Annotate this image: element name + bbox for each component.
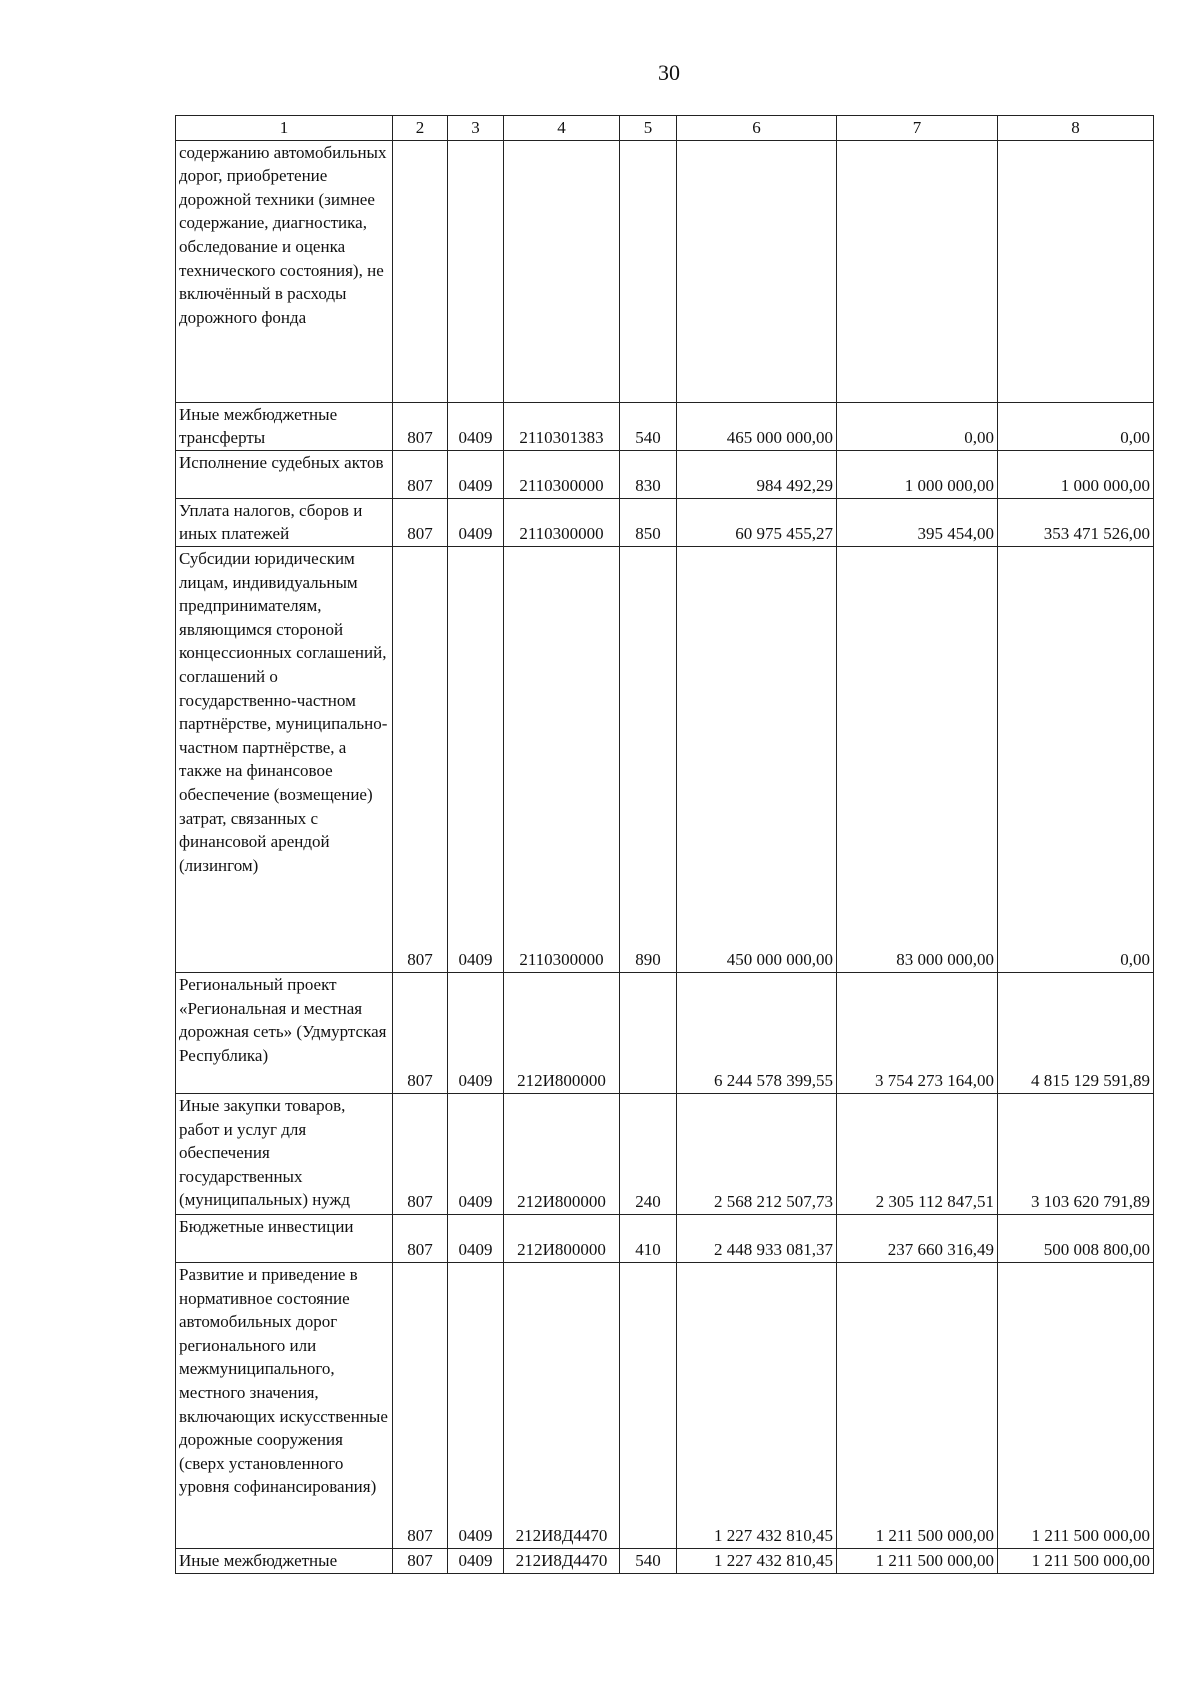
cell-c3: 0409 [448, 498, 504, 546]
table-row [176, 1214, 1154, 1262]
cell-c7: 1 211 500 000,00 [837, 1262, 998, 1548]
row-name: Бюджетные инвестиции [176, 1214, 393, 1262]
table-row [176, 546, 1154, 972]
col-header-8: 8 [998, 116, 1154, 141]
header-row [176, 116, 1154, 141]
cell-c7: 395 454,00 [837, 498, 998, 546]
row-name: Исполнение судебных актов [176, 450, 393, 498]
cell-c6: 465 000 000,00 [677, 402, 837, 450]
table-row [176, 498, 1154, 546]
cell-c6: 1 227 432 810,45 [677, 1548, 837, 1573]
row-name: Иные межбюджетные [176, 1548, 393, 1573]
cell-c7: 237 660 316,49 [837, 1214, 998, 1262]
cell-c8: 0,00 [998, 402, 1154, 450]
cell-c4: 2110301383 [504, 402, 620, 450]
cell-c7: 3 754 273 164,00 [837, 972, 998, 1093]
cell-c8: 1 211 500 000,00 [998, 1262, 1154, 1548]
col-header-6: 6 [677, 116, 837, 141]
cell-c7 [837, 140, 998, 402]
cell-c5: 850 [620, 498, 677, 546]
cell-c7: 2 305 112 847,51 [837, 1093, 998, 1214]
table-row [176, 1262, 1154, 1548]
cell-c5 [620, 972, 677, 1093]
cell-c5 [620, 140, 677, 402]
cell-c2: 807 [393, 450, 448, 498]
cell-c4: 2110300000 [504, 546, 620, 972]
cell-c2: 807 [393, 1093, 448, 1214]
cell-c3: 0409 [448, 546, 504, 972]
cell-c4: 212И800000 [504, 972, 620, 1093]
col-header-5: 5 [620, 116, 677, 141]
cell-c5: 540 [620, 1548, 677, 1573]
cell-c8: 353 471 526,00 [998, 498, 1154, 546]
cell-c3: 0409 [448, 1548, 504, 1573]
cell-c7: 1 000 000,00 [837, 450, 998, 498]
cell-c6: 1 227 432 810,45 [677, 1262, 837, 1548]
cell-c4: 2110300000 [504, 450, 620, 498]
col-header-1: 1 [176, 116, 393, 141]
cell-c2: 807 [393, 498, 448, 546]
cell-c8 [998, 140, 1154, 402]
table-row [176, 140, 1154, 402]
cell-c5: 240 [620, 1093, 677, 1214]
cell-c6 [677, 140, 837, 402]
row-name: Региональный проект «Региональная и местная дорожная сеть» (Удмуртская Республика) [176, 972, 393, 1093]
cell-c3: 0409 [448, 1214, 504, 1262]
cell-c3: 0409 [448, 1093, 504, 1214]
cell-c8: 0,00 [998, 546, 1154, 972]
cell-c8: 4 815 129 591,89 [998, 972, 1154, 1093]
cell-c8: 1 211 500 000,00 [998, 1548, 1154, 1573]
cell-c2: 807 [393, 972, 448, 1093]
cell-c2: 807 [393, 1548, 448, 1573]
page-number: 30 [658, 60, 680, 85]
row-name: Иные межбюджетные трансферты [176, 402, 393, 450]
cell-c2: 807 [393, 402, 448, 450]
cell-c4: 212И8Д4470 [504, 1262, 620, 1548]
cell-c3: 0409 [448, 450, 504, 498]
cell-c4: 212И800000 [504, 1093, 620, 1214]
cell-c2: 807 [393, 546, 448, 972]
cell-c4: 2110300000 [504, 498, 620, 546]
cell-c6: 984 492,29 [677, 450, 837, 498]
col-header-2: 2 [393, 116, 448, 141]
table-row [176, 402, 1154, 450]
cell-c4 [504, 140, 620, 402]
cell-c5: 830 [620, 450, 677, 498]
col-header-3: 3 [448, 116, 504, 141]
cell-c4: 212И800000 [504, 1214, 620, 1262]
cell-c8: 1 000 000,00 [998, 450, 1154, 498]
cell-c6: 450 000 000,00 [677, 546, 837, 972]
row-name: Уплата налогов, сборов и иных платежей [176, 498, 393, 546]
cell-c5: 890 [620, 546, 677, 972]
cell-c3 [448, 140, 504, 402]
row-name: Развитие и приведение в нормативное состояние автомобильных дорог регионального или межмуниципального, местного значения, включающих искусственные дорожные сооружения (сверх установленного уровня софинансирования) [176, 1262, 393, 1548]
cell-c8: 3 103 620 791,89 [998, 1093, 1154, 1214]
table-row [176, 450, 1154, 498]
cell-c6: 60 975 455,27 [677, 498, 837, 546]
cell-c7: 1 211 500 000,00 [837, 1548, 998, 1573]
col-header-4: 4 [504, 116, 620, 141]
cell-c6: 2 448 933 081,37 [677, 1214, 837, 1262]
cell-c3: 0409 [448, 1262, 504, 1548]
cell-c2: 807 [393, 1214, 448, 1262]
row-name: Субсидии юридическим лицам, индивидуальным предпринимателям, являющимся стороной концессионных соглашений, соглашений о государственно-частном партнёрстве, муниципально-частном партнёрстве, а также на финансовое обеспечение (возмещение) затрат, связанных с финансовой арендой (лизингом) [176, 546, 393, 972]
cell-c3: 0409 [448, 972, 504, 1093]
cell-c5: 410 [620, 1214, 677, 1262]
cell-c2 [393, 140, 448, 402]
cell-c6: 2 568 212 507,73 [677, 1093, 837, 1214]
cell-c3: 0409 [448, 402, 504, 450]
col-header-7: 7 [837, 116, 998, 141]
cell-c6: 6 244 578 399,55 [677, 972, 837, 1093]
table-row [176, 1548, 1154, 1573]
cell-c4: 212И8Д4470 [504, 1548, 620, 1573]
cell-c5: 540 [620, 402, 677, 450]
cell-c8: 500 008 800,00 [998, 1214, 1154, 1262]
cell-c7: 83 000 000,00 [837, 546, 998, 972]
budget-table [175, 115, 1154, 1574]
cell-c5 [620, 1262, 677, 1548]
table-row [176, 1093, 1154, 1214]
row-name: содержанию автомобильных дорог, приобретение дорожной техники (зимнее содержание, диагностика, обследование и оценка технического состояния), не включённый в расходы дорожного фонда [176, 140, 393, 402]
cell-c7: 0,00 [837, 402, 998, 450]
row-name: Иные закупки товаров, работ и услуг для обеспечения государственных (муниципальных) нужд [176, 1093, 393, 1214]
table-row [176, 972, 1154, 1093]
cell-c2: 807 [393, 1262, 448, 1548]
